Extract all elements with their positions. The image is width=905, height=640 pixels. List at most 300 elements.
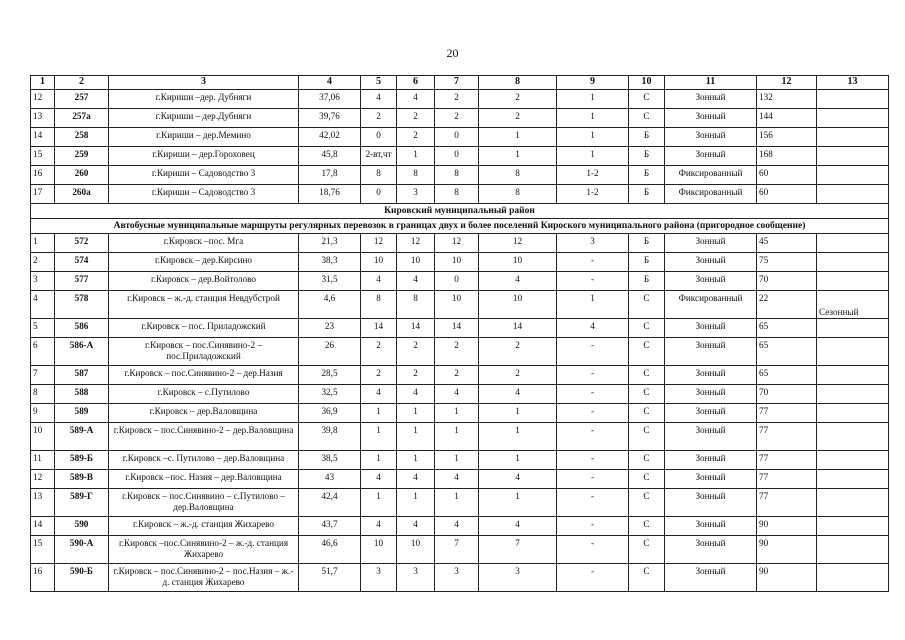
tariff-type: Зонный (665, 366, 757, 385)
route-name: г.Кировск – ж.-д. станция Жихарево (109, 517, 299, 536)
tariff-type: Зонный (665, 272, 757, 291)
vehicle-class: С (629, 109, 665, 128)
fare: 70 (757, 272, 817, 291)
table-row (31, 489, 889, 517)
route-name: г.Кировск –с. Путилово – дер.Валовщина (109, 451, 299, 470)
header-cell: 3 (109, 76, 299, 90)
route-length: 43 (299, 470, 361, 489)
trips-col9: 1 (557, 291, 629, 319)
route-name: г.Кировск – пос.Синявино-2 – пос.Назия – ж.-д. станция Жихарево (109, 564, 299, 592)
table-row (31, 166, 889, 185)
trips-col7: 4 (435, 385, 479, 404)
fare: 144 (757, 109, 817, 128)
route-number: 589-В (55, 470, 109, 489)
trips-col9: 1 (557, 147, 629, 166)
trips-col6: 10 (397, 253, 435, 272)
table-row (31, 423, 889, 451)
trips-col6: 1 (397, 423, 435, 451)
note: Сезонный (817, 291, 889, 319)
header-cell: 1 (31, 76, 55, 90)
trips-col9: 1-2 (557, 185, 629, 204)
route-length: 28,5 (299, 366, 361, 385)
route-name: г.Кировск –пос. Мга (109, 234, 299, 253)
table-row (31, 185, 889, 204)
trips-col8: 10 (479, 291, 557, 319)
fare: 65 (757, 319, 817, 338)
trips-col8: 1 (479, 489, 557, 517)
route-name: г.Кириши – Садоводство 3 (109, 166, 299, 185)
trips-col5: 1 (361, 423, 397, 451)
tariff-type: Зонный (665, 234, 757, 253)
route-length: 4,6 (299, 291, 361, 319)
fare: 60 (757, 166, 817, 185)
trips-col7: 1 (435, 404, 479, 423)
trips-col6: 8 (397, 291, 435, 319)
table-row (31, 564, 889, 592)
row-number: 17 (31, 185, 55, 204)
trips-col6: 2 (397, 338, 435, 366)
trips-col5: 1 (361, 489, 397, 517)
trips-col9: - (557, 423, 629, 451)
vehicle-class: С (629, 319, 665, 338)
subsection-title: Автобусные муниципальные маршруты регулярных перевозок в границах двух и более поселений Кироского муниципального района (пригородное сообщение) (31, 219, 889, 234)
route-length: 23 (299, 319, 361, 338)
route-name: г.Кировск – пос.Синявино-2 – дер.Валовщина (109, 423, 299, 451)
route-length: 39,76 (299, 109, 361, 128)
table-row (31, 451, 889, 470)
row-number: 14 (31, 517, 55, 536)
note (817, 338, 889, 366)
route-name: г.Кировск – дер.Войтолово (109, 272, 299, 291)
trips-col9: - (557, 366, 629, 385)
trips-col5: 1 (361, 404, 397, 423)
header-row (31, 76, 889, 90)
trips-col9: - (557, 536, 629, 564)
trips-col5: 1 (361, 451, 397, 470)
tariff-type: Фиксированный (665, 291, 757, 319)
routes-table (30, 75, 889, 592)
route-number: 577 (55, 272, 109, 291)
route-name: г.Кировск – ж.-д. станция Невдубстрой (109, 291, 299, 319)
trips-col7: 10 (435, 291, 479, 319)
header-cell: 6 (397, 76, 435, 90)
fare: 60 (757, 185, 817, 204)
fare: 45 (757, 234, 817, 253)
route-number: 572 (55, 234, 109, 253)
table-row (31, 385, 889, 404)
row-number: 9 (31, 404, 55, 423)
trips-col7: 12 (435, 234, 479, 253)
route-name: г.Кировск – пос.Синявино-2 – пос.Приладожский (109, 338, 299, 366)
vehicle-class: С (629, 90, 665, 109)
trips-col5: 4 (361, 90, 397, 109)
trips-col7: 1 (435, 451, 479, 470)
note (817, 489, 889, 517)
note (817, 366, 889, 385)
route-length: 43,7 (299, 517, 361, 536)
table-row (31, 366, 889, 385)
note (817, 253, 889, 272)
fare: 90 (757, 517, 817, 536)
section-row (31, 204, 889, 219)
trips-col5: 8 (361, 166, 397, 185)
route-name: г.Кировск –пос.Синявино-2 – ж.-д. станция Жихарево (109, 536, 299, 564)
trips-col8: 2 (479, 338, 557, 366)
route-number: 586 (55, 319, 109, 338)
tariff-type: Зонный (665, 338, 757, 366)
trips-col8: 1 (479, 147, 557, 166)
trips-col7: 0 (435, 147, 479, 166)
header-cell: 2 (55, 76, 109, 90)
trips-col8: 12 (479, 234, 557, 253)
route-number: 590-А (55, 536, 109, 564)
trips-col8: 4 (479, 517, 557, 536)
trips-col5: 4 (361, 517, 397, 536)
route-name: г.Кириши – Садоводство 3 (109, 185, 299, 204)
trips-col7: 3 (435, 564, 479, 592)
trips-col6: 3 (397, 564, 435, 592)
route-number: 578 (55, 291, 109, 319)
tariff-type: Зонный (665, 536, 757, 564)
route-length: 21,3 (299, 234, 361, 253)
route-number: 587 (55, 366, 109, 385)
tariff-type: Зонный (665, 128, 757, 147)
note (817, 517, 889, 536)
route-number: 259 (55, 147, 109, 166)
route-length: 46,6 (299, 536, 361, 564)
header-cell: 4 (299, 76, 361, 90)
trips-col9: 1 (557, 90, 629, 109)
table-row (31, 319, 889, 338)
table-row (31, 253, 889, 272)
trips-col6: 4 (397, 272, 435, 291)
table-row (31, 291, 889, 319)
header-cell: 5 (361, 76, 397, 90)
trips-col8: 2 (479, 109, 557, 128)
row-number: 6 (31, 338, 55, 366)
fare: 168 (757, 147, 817, 166)
route-number: 257 (55, 90, 109, 109)
vehicle-class: Б (629, 128, 665, 147)
row-number: 2 (31, 253, 55, 272)
trips-col6: 4 (397, 517, 435, 536)
note (817, 128, 889, 147)
trips-col5: 10 (361, 253, 397, 272)
trips-col6: 4 (397, 385, 435, 404)
trips-col8: 10 (479, 253, 557, 272)
route-name: г.Кировск – пос. Приладожский (109, 319, 299, 338)
tariff-type: Зонный (665, 319, 757, 338)
row-number: 16 (31, 564, 55, 592)
route-name: г.Кириши –дер. Дубняги (109, 90, 299, 109)
header-cell: 12 (757, 76, 817, 90)
trips-col6: 10 (397, 536, 435, 564)
tariff-type: Зонный (665, 90, 757, 109)
trips-col9: - (557, 489, 629, 517)
row-number: 7 (31, 366, 55, 385)
route-length: 38,3 (299, 253, 361, 272)
trips-col5: 4 (361, 385, 397, 404)
route-length: 51,7 (299, 564, 361, 592)
trips-col6: 12 (397, 234, 435, 253)
route-name: г.Кировск –пос. Назия – дер.Валовщина (109, 470, 299, 489)
vehicle-class: С (629, 404, 665, 423)
section-header-body (31, 204, 889, 234)
row-number: 15 (31, 536, 55, 564)
trips-col5: 8 (361, 291, 397, 319)
trips-col6: 1 (397, 489, 435, 517)
vehicle-class: С (629, 536, 665, 564)
fare: 70 (757, 385, 817, 404)
trips-col5: 2-вт,чт (361, 147, 397, 166)
tariff-type: Фиксированный (665, 166, 757, 185)
trips-col6: 4 (397, 90, 435, 109)
note (817, 272, 889, 291)
route-number: 260 (55, 166, 109, 185)
note (817, 234, 889, 253)
note (817, 166, 889, 185)
trips-col6: 8 (397, 166, 435, 185)
trips-col9: 1 (557, 128, 629, 147)
trips-col5: 2 (361, 109, 397, 128)
table-row (31, 90, 889, 109)
header-cell: 13 (817, 76, 889, 90)
route-length: 31,5 (299, 272, 361, 291)
fare: 77 (757, 423, 817, 451)
header-cell: 7 (435, 76, 479, 90)
route-length: 32,5 (299, 385, 361, 404)
route-number: 257а (55, 109, 109, 128)
trips-col8: 4 (479, 470, 557, 489)
table-row (31, 234, 889, 253)
route-length: 45,8 (299, 147, 361, 166)
vehicle-class: С (629, 423, 665, 451)
fare: 65 (757, 366, 817, 385)
tariff-type: Зонный (665, 253, 757, 272)
tariff-type: Зонный (665, 109, 757, 128)
tariff-type: Зонный (665, 404, 757, 423)
route-length: 26 (299, 338, 361, 366)
trips-col9: 3 (557, 234, 629, 253)
trips-col5: 4 (361, 272, 397, 291)
fare: 75 (757, 253, 817, 272)
vehicle-class: С (629, 489, 665, 517)
route-length: 18,76 (299, 185, 361, 204)
trips-col6: 2 (397, 128, 435, 147)
row-number: 15 (31, 147, 55, 166)
header-cell: 8 (479, 76, 557, 90)
table-row (31, 109, 889, 128)
row-number: 11 (31, 451, 55, 470)
trips-col7: 10 (435, 253, 479, 272)
trips-col8: 2 (479, 90, 557, 109)
trips-col9: - (557, 517, 629, 536)
table-row (31, 338, 889, 366)
note (817, 423, 889, 451)
trips-col9: - (557, 451, 629, 470)
trips-col5: 10 (361, 536, 397, 564)
trips-col6: 1 (397, 404, 435, 423)
header-cell: 10 (629, 76, 665, 90)
note (817, 147, 889, 166)
table-row (31, 128, 889, 147)
note (817, 451, 889, 470)
header-cell: 11 (665, 76, 757, 90)
note (817, 109, 889, 128)
route-number: 586-А (55, 338, 109, 366)
vehicle-class: С (629, 366, 665, 385)
vehicle-class: Б (629, 166, 665, 185)
header-cell: 9 (557, 76, 629, 90)
trips-col7: 2 (435, 90, 479, 109)
trips-col7: 14 (435, 319, 479, 338)
trips-col7: 7 (435, 536, 479, 564)
trips-col8: 1 (479, 404, 557, 423)
trips-col5: 14 (361, 319, 397, 338)
fare: 77 (757, 470, 817, 489)
trips-col9: 1-2 (557, 166, 629, 185)
trips-col8: 4 (479, 272, 557, 291)
route-name: г.Кириши – дер.Мемино (109, 128, 299, 147)
vehicle-class: С (629, 517, 665, 536)
note (817, 536, 889, 564)
vehicle-class: Б (629, 234, 665, 253)
route-length: 42,4 (299, 489, 361, 517)
trips-col6: 14 (397, 319, 435, 338)
trips-col8: 7 (479, 536, 557, 564)
trips-col8: 4 (479, 385, 557, 404)
trips-col9: - (557, 385, 629, 404)
fare: 77 (757, 404, 817, 423)
trips-col7: 2 (435, 338, 479, 366)
trips-col7: 0 (435, 272, 479, 291)
row-number: 16 (31, 166, 55, 185)
vehicle-class: Б (629, 253, 665, 272)
table-row (31, 470, 889, 489)
trips-col5: 0 (361, 128, 397, 147)
tariff-type: Зонный (665, 147, 757, 166)
trips-col8: 8 (479, 166, 557, 185)
trips-col6: 2 (397, 366, 435, 385)
vehicle-class: С (629, 564, 665, 592)
fare: 90 (757, 536, 817, 564)
table-row (31, 404, 889, 423)
trips-col5: 2 (361, 338, 397, 366)
routes-kirishi-body (31, 90, 889, 204)
vehicle-class: С (629, 451, 665, 470)
row-number: 1 (31, 234, 55, 253)
trips-col9: - (557, 272, 629, 291)
route-name: г.Кировск – дер.Кирсино (109, 253, 299, 272)
fare: 77 (757, 451, 817, 470)
trips-col6: 2 (397, 109, 435, 128)
row-number: 4 (31, 291, 55, 319)
tariff-type: Зонный (665, 451, 757, 470)
trips-col6: 4 (397, 470, 435, 489)
trips-col7: 8 (435, 166, 479, 185)
vehicle-class: Б (629, 272, 665, 291)
route-length: 37,06 (299, 90, 361, 109)
tariff-type: Зонный (665, 564, 757, 592)
route-name: г.Кировск – пос.Синявино – с.Путилово – дер.Валовщина (109, 489, 299, 517)
trips-col9: - (557, 470, 629, 489)
trips-col9: - (557, 404, 629, 423)
fare: 22 (757, 291, 817, 319)
trips-col8: 1 (479, 128, 557, 147)
route-name: г.Кириши – дер.Дубняги (109, 109, 299, 128)
note (817, 385, 889, 404)
trips-col7: 2 (435, 366, 479, 385)
route-number: 589-А (55, 423, 109, 451)
vehicle-class: Б (629, 147, 665, 166)
route-number: 589 (55, 404, 109, 423)
trips-col5: 2 (361, 366, 397, 385)
trips-col9: - (557, 564, 629, 592)
table-row (31, 517, 889, 536)
note (817, 470, 889, 489)
trips-col7: 4 (435, 470, 479, 489)
trips-col9: - (557, 253, 629, 272)
trips-col8: 1 (479, 451, 557, 470)
fare: 90 (757, 564, 817, 592)
trips-col5: 3 (361, 564, 397, 592)
route-number: 588 (55, 385, 109, 404)
trips-col5: 12 (361, 234, 397, 253)
trips-col7: 1 (435, 423, 479, 451)
trips-col7: 1 (435, 489, 479, 517)
route-number: 260а (55, 185, 109, 204)
trips-col8: 8 (479, 185, 557, 204)
row-number: 5 (31, 319, 55, 338)
note (817, 319, 889, 338)
page-number: 20 (446, 46, 459, 60)
table-row (31, 147, 889, 166)
tariff-type: Зонный (665, 423, 757, 451)
note (817, 90, 889, 109)
route-length: 42,02 (299, 128, 361, 147)
table-row (31, 272, 889, 291)
vehicle-class: С (629, 338, 665, 366)
trips-col9: 4 (557, 319, 629, 338)
route-name: г.Кировск – дер.Валовщина (109, 404, 299, 423)
trips-col7: 4 (435, 517, 479, 536)
fare: 77 (757, 489, 817, 517)
route-name: г.Кировск – с.Путилово (109, 385, 299, 404)
vehicle-class: С (629, 385, 665, 404)
note (817, 404, 889, 423)
trips-col8: 2 (479, 366, 557, 385)
fare: 132 (757, 90, 817, 109)
trips-col7: 8 (435, 185, 479, 204)
route-name: г.Кириши – дер.Гороховец (109, 147, 299, 166)
row-number: 3 (31, 272, 55, 291)
tariff-type: Зонный (665, 385, 757, 404)
route-number: 590 (55, 517, 109, 536)
trips-col8: 1 (479, 423, 557, 451)
tariff-type: Зонный (665, 517, 757, 536)
route-length: 39,8 (299, 423, 361, 451)
route-number: 574 (55, 253, 109, 272)
row-number: 13 (31, 109, 55, 128)
route-number: 589-Б (55, 451, 109, 470)
row-number: 8 (31, 385, 55, 404)
trips-col8: 3 (479, 564, 557, 592)
row-number: 10 (31, 423, 55, 451)
fare: 156 (757, 128, 817, 147)
vehicle-class: Б (629, 185, 665, 204)
row-number: 12 (31, 470, 55, 489)
route-length: 38,5 (299, 451, 361, 470)
